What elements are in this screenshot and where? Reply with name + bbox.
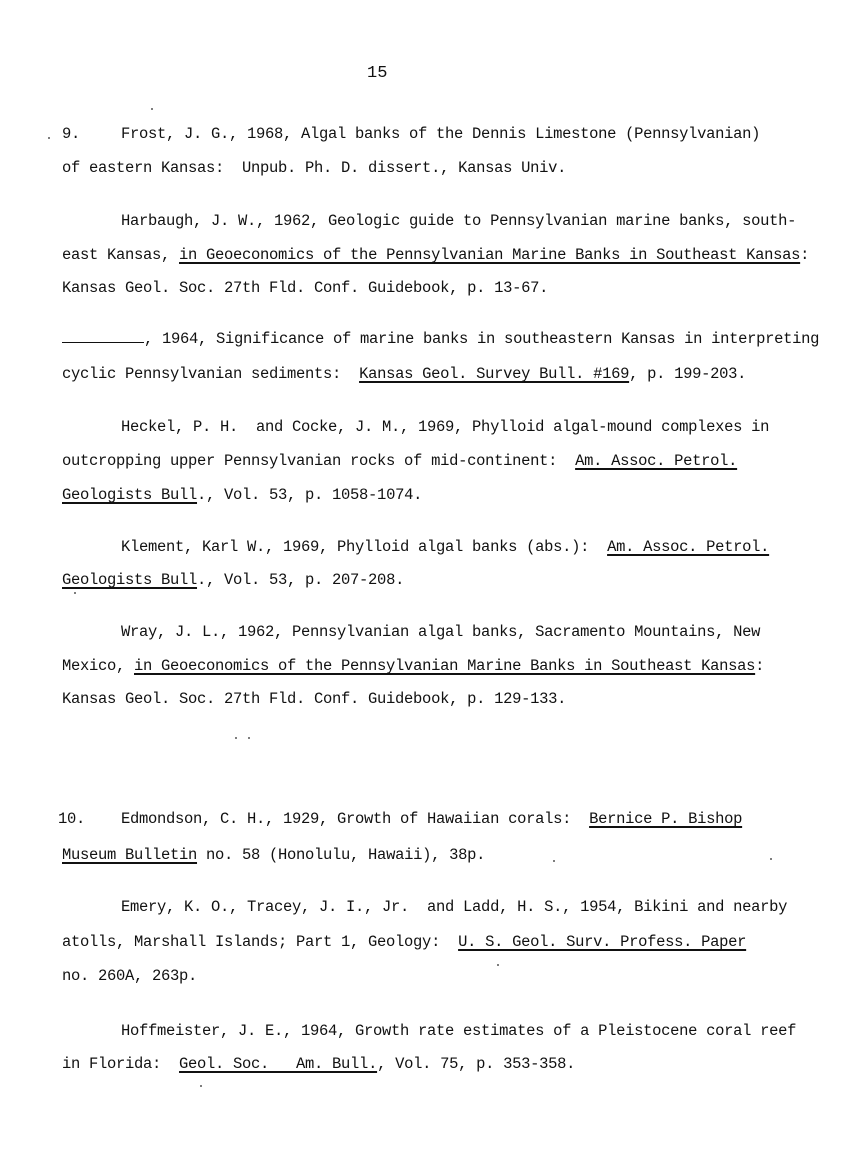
citation-line: east Kansas, in Geoeconomics of the Pennsylvanian Marine Banks in Southeast Kansas: — [62, 246, 810, 264]
publication-title: Am. Assoc. Petrol. — [607, 538, 770, 556]
citation-line: Emery, K. O., Tracey, J. I., Jr. and Ladd, H. S., 1954, Bikini and nearby — [121, 898, 788, 916]
citation-line: Kansas Geol. Soc. 27th Fld. Conf. Guidebook, p. 129-133. — [62, 690, 567, 708]
publication-title: U. S. Geol. Surv. Profess. Paper — [458, 933, 747, 951]
page-number: 15 — [367, 64, 388, 83]
citation-line: cyclic Pennsylvanian sediments: Kansas Geol. Survey Bull. #169, p. 199-203. — [62, 365, 747, 383]
scan-speck — [553, 860, 555, 862]
publication-title: Am. Assoc. Petrol. — [575, 452, 738, 470]
citation-line: Museum Bulletin no. 58 (Honolulu, Hawaii), 38p. — [62, 846, 486, 864]
citation-line: Frost, J. G., 1968, Algal banks of the Dennis Limestone (Pennsylvanian) — [121, 125, 761, 143]
publication-title: Geologists Bull — [62, 486, 198, 504]
citation-line: Wray, J. L., 1962, Pennsylvanian algal banks, Sacramento Mountains, New — [121, 623, 761, 641]
scan-speck — [248, 737, 250, 739]
citation-line: Edmondson, C. H., 1929, Growth of Hawaiian corals: Bernice P. Bishop — [121, 810, 743, 828]
scan-speck — [235, 737, 237, 739]
citation-line: Kansas Geol. Soc. 27th Fld. Conf. Guidebook, p. 13-67. — [62, 279, 549, 297]
publication-title: Geol. Soc. Am. Bull. — [179, 1055, 378, 1073]
citation-line: , 1964, Significance of marine banks in southeastern Kansas in interpreting — [62, 329, 819, 349]
publication-title: Museum Bulletin — [62, 846, 198, 864]
ditto-rule — [62, 341, 144, 343]
citation-line: Klement, Karl W., 1969, Phylloid algal banks (abs.): Am. Assoc. Petrol. — [121, 538, 770, 556]
section-number: 9. — [62, 125, 81, 143]
citation-line: of eastern Kansas: Unpub. Ph. D. dissert., Kansas Univ. — [62, 159, 567, 177]
section-number: 10. — [58, 810, 86, 828]
publication-title: Bernice P. Bishop — [589, 810, 743, 828]
publication-title: in Geoeconomics of the Pennsylvanian Marine Banks in Southeast Kansas — [179, 246, 801, 264]
scan-speck — [74, 592, 76, 594]
publication-title: in Geoeconomics of the Pennsylvanian Marine Banks in Southeast Kansas — [134, 657, 756, 675]
scan-speck — [497, 964, 499, 966]
scan-speck — [48, 137, 50, 139]
scan-speck — [151, 108, 153, 110]
citation-line: Mexico, in Geoeconomics of the Pennsylvanian Marine Banks in Southeast Kansas: — [62, 657, 765, 675]
citation-line: in Florida: Geol. Soc. Am. Bull., Vol. 75, p. 353-358. — [62, 1055, 576, 1073]
citation-line: Hoffmeister, J. E., 1964, Growth rate estimates of a Pleistocene coral reef — [121, 1022, 797, 1040]
scan-speck — [770, 858, 772, 860]
citation-line: outcropping upper Pennsylvanian rocks of mid-continent: Am. Assoc. Petrol. — [62, 452, 738, 470]
citation-line: Harbaugh, J. W., 1962, Geologic guide to Pennsylvanian marine banks, south- — [121, 212, 797, 230]
publication-title: Geologists Bull — [62, 571, 198, 589]
citation-line: atolls, Marshall Islands; Part 1, Geology: U. S. Geol. Surv. Profess. Paper — [62, 933, 747, 951]
scan-speck — [200, 1085, 202, 1087]
publication-title: Kansas Geol. Survey Bull. #169 — [359, 365, 630, 383]
citation-line: Geologists Bull., Vol. 53, p. 207-208. — [62, 571, 405, 589]
citation-line: Geologists Bull., Vol. 53, p. 1058-1074. — [62, 486, 423, 504]
citation-line: no. 260A, 263p. — [62, 967, 198, 985]
citation-line: Heckel, P. H. and Cocke, J. M., 1969, Phylloid algal-mound complexes in — [121, 418, 770, 436]
